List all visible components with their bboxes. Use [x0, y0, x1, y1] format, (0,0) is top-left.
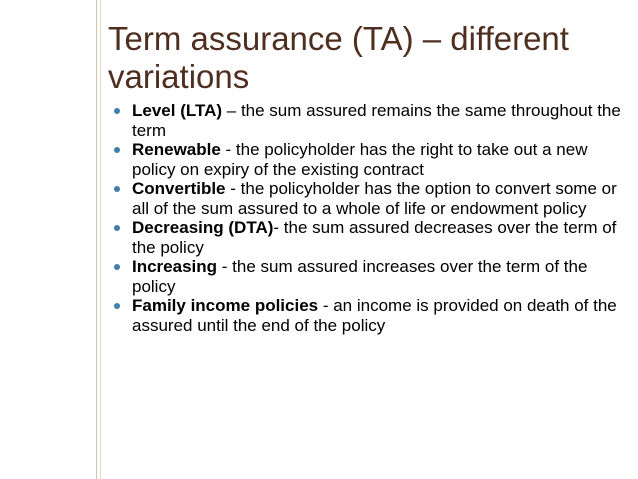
bullet-text: - the policyholder has the option to convert some or all of the sum assured to a whole of life or endowment policy: [132, 179, 617, 218]
bullet-item-level: [108, 101, 623, 140]
bullet-text: - the policyholder has the right to take out a new policy on expiry of the existing contract: [132, 140, 588, 179]
bullet-term: Level (LTA): [132, 101, 223, 120]
bullet-item-decreasing: [108, 218, 623, 257]
bullet-dot-icon: [114, 147, 120, 153]
bullet-text: – the sum assured remains the same throughout the term: [132, 101, 621, 140]
bullet-text: - the sum assured decreases over the term of the policy: [132, 218, 617, 257]
bullet-text: - an income is provided on death of the assured until the end of the policy: [132, 296, 617, 335]
bullet-item-increasing: [108, 257, 623, 296]
slide-title: Term assurance (TA) – different variations: [108, 20, 569, 95]
bullet-term: Renewable: [132, 140, 221, 159]
bullet-dot-icon: [114, 225, 120, 231]
bullet-dot-icon: [114, 186, 120, 192]
bullet-dot-icon: [114, 108, 120, 114]
bullet-term: Increasing: [132, 257, 218, 276]
bullet-dot-icon: [114, 264, 120, 270]
bullet-item-renewable: [108, 140, 623, 179]
bullet-text: - the sum assured increases over the term of the policy: [132, 257, 588, 296]
bullet-term: Convertible: [132, 179, 226, 198]
bullet-list: [108, 101, 623, 335]
frame-line-inner: [100, 0, 101, 479]
frame-line-outer: [96, 0, 97, 479]
bullet-term: Decreasing (DTA): [132, 218, 274, 237]
bullet-term: Family income policies: [132, 296, 319, 315]
bullet-item-convertible: [108, 179, 623, 218]
bullet-item-family-income: [108, 296, 623, 335]
bullet-dot-icon: [114, 303, 120, 309]
